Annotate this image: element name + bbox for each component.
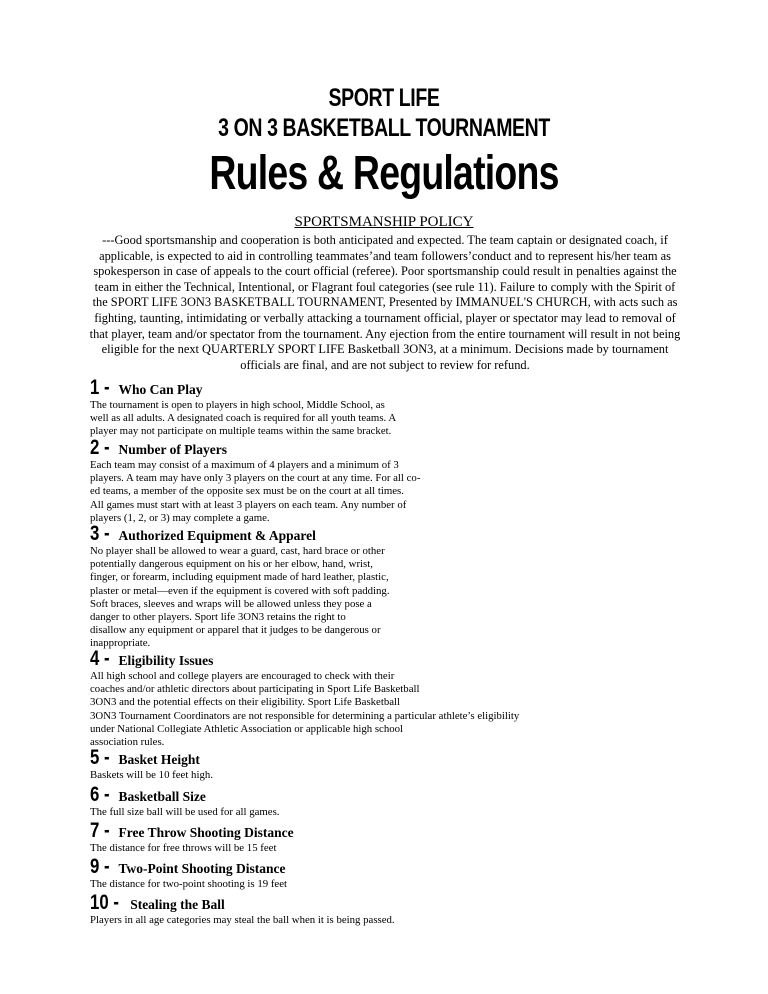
rule-number: 6 - — [90, 783, 110, 806]
rule-line: danger to other players. Sport life 3ON3 retains the right to — [90, 611, 346, 624]
rule-number: 3 - — [90, 522, 110, 545]
rule-title: Basketball Size — [118, 789, 206, 804]
rule-heading — [90, 522, 390, 544]
rule-line: player may not participate on multiple teams within the same bracket. — [90, 425, 392, 438]
rule-line: The distance for free throws will be 15 feet — [90, 842, 277, 854]
rule-title: Stealing the Ball — [130, 897, 225, 912]
rule-line: No player shall be allowed to wear a guard, cast, hard brace or other — [90, 545, 385, 557]
rule-line: finger, or forearm, including equipment made of hard leather, plastic, — [90, 571, 389, 584]
rule-title: Eligibility Issues — [118, 653, 214, 668]
tournament-organizer-heading: SPORT LIFE — [328, 84, 440, 112]
rule-number: 5 - — [90, 746, 110, 769]
rule-body — [90, 806, 280, 819]
rule-heading — [90, 746, 213, 768]
rule-free-throw-distance — [90, 819, 294, 855]
rule-heading — [90, 855, 287, 877]
rule-line: inappropriate. — [90, 637, 151, 650]
rule-line: players (1, 2, or 3) may complete a game. — [90, 511, 270, 524]
rule-number: 1 - — [90, 376, 110, 399]
tournament-name-heading: 3 ON 3 BASKETBALL TOURNAMENT — [218, 114, 550, 142]
rule-line: Baskets will be 10 feet high. — [90, 769, 213, 781]
rule-body — [90, 459, 420, 525]
rule-line: All games must start with at least 3 players on each team. Any number of — [90, 498, 407, 511]
rule-heading — [90, 819, 294, 841]
rule-line: All high school and college players are encouraged to check with their — [90, 670, 395, 682]
page-title: Rules & Regulations — [209, 147, 559, 200]
rule-basket-height — [90, 746, 213, 782]
rule-line: coaches and/or athletic directors about participating in Sport Life Basketball — [90, 683, 420, 696]
policy-title: SPORTSMANSHIP POLICY — [294, 214, 474, 230]
rule-line: association rules. — [90, 736, 165, 749]
rule-line: ed teams, a member of the opposite sex must be on the court at all times. — [90, 485, 404, 498]
rule-title: Number of Players — [118, 442, 227, 457]
rule-line: Soft braces, sleeves and wraps will be allowed unless they pose a — [90, 597, 372, 610]
rule-stealing-the-ball — [90, 891, 395, 927]
policy-body: ---Good sportsmanship and cooperation is both anticipated and expected. The team captain or designated coach, if applicable, is expected to aid in controlling teammates’and team followers’conduct and to represent his/her team as spokesperson in case of appeals to the court official (referee). Poor sportsmanship could result in penalties against the team in either the Technical, Intentional, or Flagrant foul categories (see rule 11). Failure to comply with the Spirit of the SPORT LIFE 3ON3 BASKETBALL TOURNAMENT, Presented by IMMANUEL'S CHURCH, with acts such as fighting, taunting, intimidating or verbally attacking a tournament official, player or spectator may lead to removal of that player, team and/or spectator from the tournament. Any ejection from the entire tournament will result in not being eligible for the next QUARTERLY SPORT LIFE Basketball 3ON3, at a minimum. Decisions made by tournament officials are final, and are not subject to review for refund. — [89, 233, 681, 372]
rule-eligibility-issues — [90, 647, 519, 749]
rule-line: Each team may consist of a maximum of 4 players and a minimum of 3 — [90, 459, 399, 471]
rule-body — [90, 545, 390, 651]
rule-body — [90, 670, 519, 749]
rule-title: Free Throw Shooting Distance — [118, 825, 294, 840]
rule-line: 3ON3 and the potential effects on their eligibility. Sport Life Basketball — [90, 696, 401, 709]
rule-line: plaster or metal—even if the equipment is covered with soft padding. — [90, 584, 390, 597]
rule-body — [90, 878, 287, 891]
rule-title: Who Can Play — [118, 382, 203, 397]
rule-title: Authorized Equipment & Apparel — [118, 528, 316, 543]
rule-heading — [90, 647, 519, 669]
rule-line: The tournament is open to players in high school, Middle School, as — [90, 399, 385, 411]
rule-two-point-distance — [90, 855, 287, 891]
rule-line: well as all adults. A designated coach is required for all youth teams. A — [90, 412, 397, 425]
rule-line: disallow any equipment or apparel that it judges to be dangerous or — [90, 624, 381, 637]
rule-line: players. A team may have only 3 players on the court at any time. For all co- — [90, 472, 421, 485]
rule-number-of-players — [90, 436, 420, 525]
rule-number: 2 - — [90, 436, 110, 459]
rule-number: 7 - — [90, 819, 110, 842]
rule-number: 9 - — [90, 855, 110, 878]
rule-title: Two-Point Shooting Distance — [118, 861, 286, 876]
rule-authorized-equipment — [90, 522, 390, 651]
rule-number: 4 - — [90, 647, 110, 670]
rule-body — [90, 399, 396, 439]
rule-who-can-play — [90, 376, 396, 439]
rule-line: The distance for two-point shooting is 19 feet — [90, 878, 288, 890]
rule-body — [90, 842, 294, 855]
rule-line: under National Collegiate Athletic Association or applicable high school — [90, 722, 404, 735]
rule-heading — [90, 891, 395, 913]
rule-heading — [90, 436, 420, 458]
rule-body — [90, 769, 213, 782]
rule-heading — [90, 783, 280, 805]
rule-heading — [90, 376, 396, 398]
rule-number: 10 - — [90, 891, 119, 914]
rule-title: Basket Height — [118, 752, 200, 767]
rule-line: Players in all age categories may steal the ball when it is being passed. — [90, 914, 395, 926]
rule-line: 3ON3 Tournament Coordinators are not responsible for determining a particular athlete’s eligibility — [90, 709, 520, 722]
rule-basketball-size — [90, 783, 280, 819]
rule-body — [90, 914, 395, 927]
rule-line: The full size ball will be used for all games. — [90, 806, 280, 818]
rule-line: potentially dangerous equipment on his or her elbow, hand, wrist, — [90, 558, 373, 571]
